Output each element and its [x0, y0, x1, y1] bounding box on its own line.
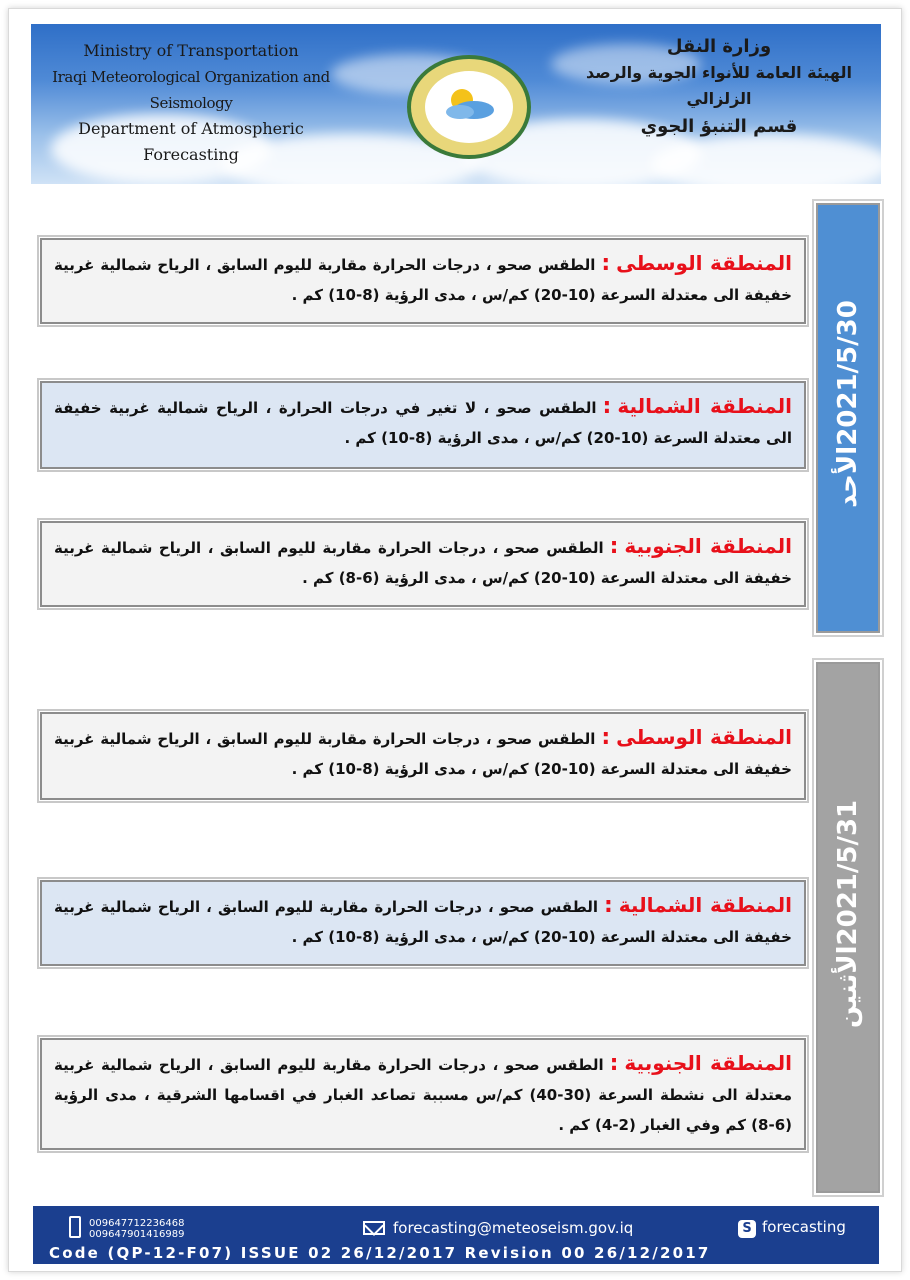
- phone-number: 009647901416989: [89, 1229, 185, 1240]
- region-name: المنطقة الجنوبية: [624, 534, 792, 558]
- day2-panel: [816, 662, 880, 1193]
- header-banner: [31, 24, 881, 184]
- day1-northern-forecast: المنطقة الشمالية:الطقس صحو ، لا تغير في درجات الحرارة ، الرياح شمالية غربية خفيفة الى معتدلة السرعة (10-20) كم/س ، مدى الرؤية (8-10) كم .: [40, 381, 806, 469]
- document-code: Code (QP-12-F07) ISSUE 02 26/12/2017 Revision 00 26/12/2017: [49, 1244, 711, 1262]
- day2-central-forecast: المنطقة الوسطى:الطقس صحو ، درجات الحرارة مقاربة لليوم السابق ، الرياح شمالية غربية خفيفة الى معتدلة السرعة (10-20) كم/س ، مدى الرؤية (8-10) كم .: [40, 712, 806, 800]
- day1-weekday: الأحد: [833, 445, 863, 508]
- header-arabic: [569, 34, 869, 142]
- region-name: المنطقة الجنوبية: [624, 1051, 792, 1075]
- forecast-text: الطقس صحو ، درجات الحرارة مقاربة لليوم السابق ، الرياح شمالية غربية خفيفة الى معتدلة السرعة (10-20) كم/س ، مدى الرؤية (6-8) كم .: [54, 539, 792, 587]
- day2-label: [833, 799, 863, 1055]
- ministry-name-ar: وزارة النقل: [666, 36, 772, 57]
- department-name: Department of Atmospheric Forecasting: [78, 119, 304, 164]
- day2-date: 2021/5/31: [833, 799, 863, 945]
- day1-date: 2021/5/30: [833, 300, 863, 446]
- forecast-text: الطقس صحو ، درجات الحرارة مقاربة لليوم السابق ، الرياح شمالية غربية خفيفة الى معتدلة السرعة (10-20) كم/س ، مدى الرؤية (8-10) كم .: [54, 256, 792, 304]
- email-address[interactable]: forecasting@meteoseism.gov.iq: [393, 1219, 634, 1237]
- region-name: المنطقة الشمالية: [617, 394, 792, 418]
- day1-central-forecast: المنطقة الوسطى:الطقس صحو ، درجات الحرارة مقاربة لليوم السابق ، الرياح شمالية غربية خفيفة الى معتدلة السرعة (10-20) كم/س ، مدى الرؤية (8-10) كم .: [40, 238, 806, 324]
- skype-contact[interactable]: [738, 1218, 846, 1238]
- region-name: المنطقة الشمالية: [618, 893, 792, 917]
- email-contact[interactable]: [363, 1219, 633, 1237]
- forecast-text: الطقس صحو ، درجات الحرارة مقاربة لليوم السابق ، الرياح شمالية غربية خفيفة الى معتدلة السرعة (10-20) كم/س ، مدى الرؤية (8-10) كم .: [54, 898, 792, 946]
- header-english: [41, 38, 341, 168]
- day1-label: [833, 300, 863, 536]
- forecast-text: الطقس صحو ، لا تغير في درجات الحرارة ، الرياح شمالية غربية خفيفة الى معتدلة السرعة (10-20) كم/س ، مدى الرؤية (8-10) كم .: [54, 399, 792, 447]
- skype-handle: forecasting: [762, 1218, 846, 1236]
- footer-bar: [33, 1206, 879, 1264]
- ministry-name: Ministry of Transportation: [83, 41, 299, 60]
- region-name: المنطقة الوسطى: [616, 251, 792, 275]
- organization-logo: [404, 52, 534, 162]
- region-name: المنطقة الوسطى: [616, 725, 792, 749]
- day1-southern-forecast: المنطقة الجنوبية:الطقس صحو ، درجات الحرارة مقاربة لليوم السابق ، الرياح شمالية غربية خفيفة الى معتدلة السرعة (10-20) كم/س ، مدى الرؤية (6-8) كم .: [40, 521, 806, 607]
- phone-number: 009647712236468: [89, 1218, 185, 1229]
- day2-northern-forecast: المنطقة الشمالية:الطقس صحو ، درجات الحرارة مقاربة لليوم السابق ، الرياح شمالية غربية خفيفة الى معتدلة السرعة (10-20) كم/س ، مدى الرؤية (8-10) كم .: [40, 880, 806, 966]
- day1-panel: [816, 203, 880, 633]
- phone-icon: [69, 1216, 81, 1238]
- skype-icon: S: [738, 1220, 756, 1238]
- envelope-icon: [363, 1221, 385, 1235]
- forecast-text: الطقس صحو ، درجات الحرارة مقاربة لليوم السابق ، الرياح شمالية غربية خفيفة الى معتدلة السرعة (10-20) كم/س ، مدى الرؤية (8-10) كم .: [54, 730, 792, 778]
- organization-name-ar: الهيئة العامة للأنواء الجوية والرصد الزلزالي: [586, 63, 852, 108]
- day2-weekday: الأثنين: [833, 944, 863, 1028]
- phone-numbers: [89, 1218, 184, 1240]
- day2-southern-forecast: المنطقة الجنوبية:الطقس صحو ، درجات الحرارة مقاربة لليوم السابق ، الرياح شمالية غربية معتدلة الى نشطة السرعة (30-40) كم/س مسببة تصاعد الغبار في اقسامها الشرقية ، مدى الرؤية (6-8) كم وفي الغبار (2-4) كم .: [40, 1038, 806, 1150]
- organization-name: Iraqi Meteorological Organization and Seismology: [52, 68, 330, 112]
- department-name-ar: قسم التنبؤ الجوي: [640, 116, 798, 137]
- forecast-text: الطقس صحو ، درجات الحرارة مقاربة لليوم السابق ، الرياح شمالية غربية معتدلة الى نشطة السرعة (30-40) كم/س مسببة تصاعد الغبار في اقسامها الشرقية ، مدى الرؤية (6-8) كم وفي الغبار (2-4) كم .: [54, 1056, 792, 1134]
